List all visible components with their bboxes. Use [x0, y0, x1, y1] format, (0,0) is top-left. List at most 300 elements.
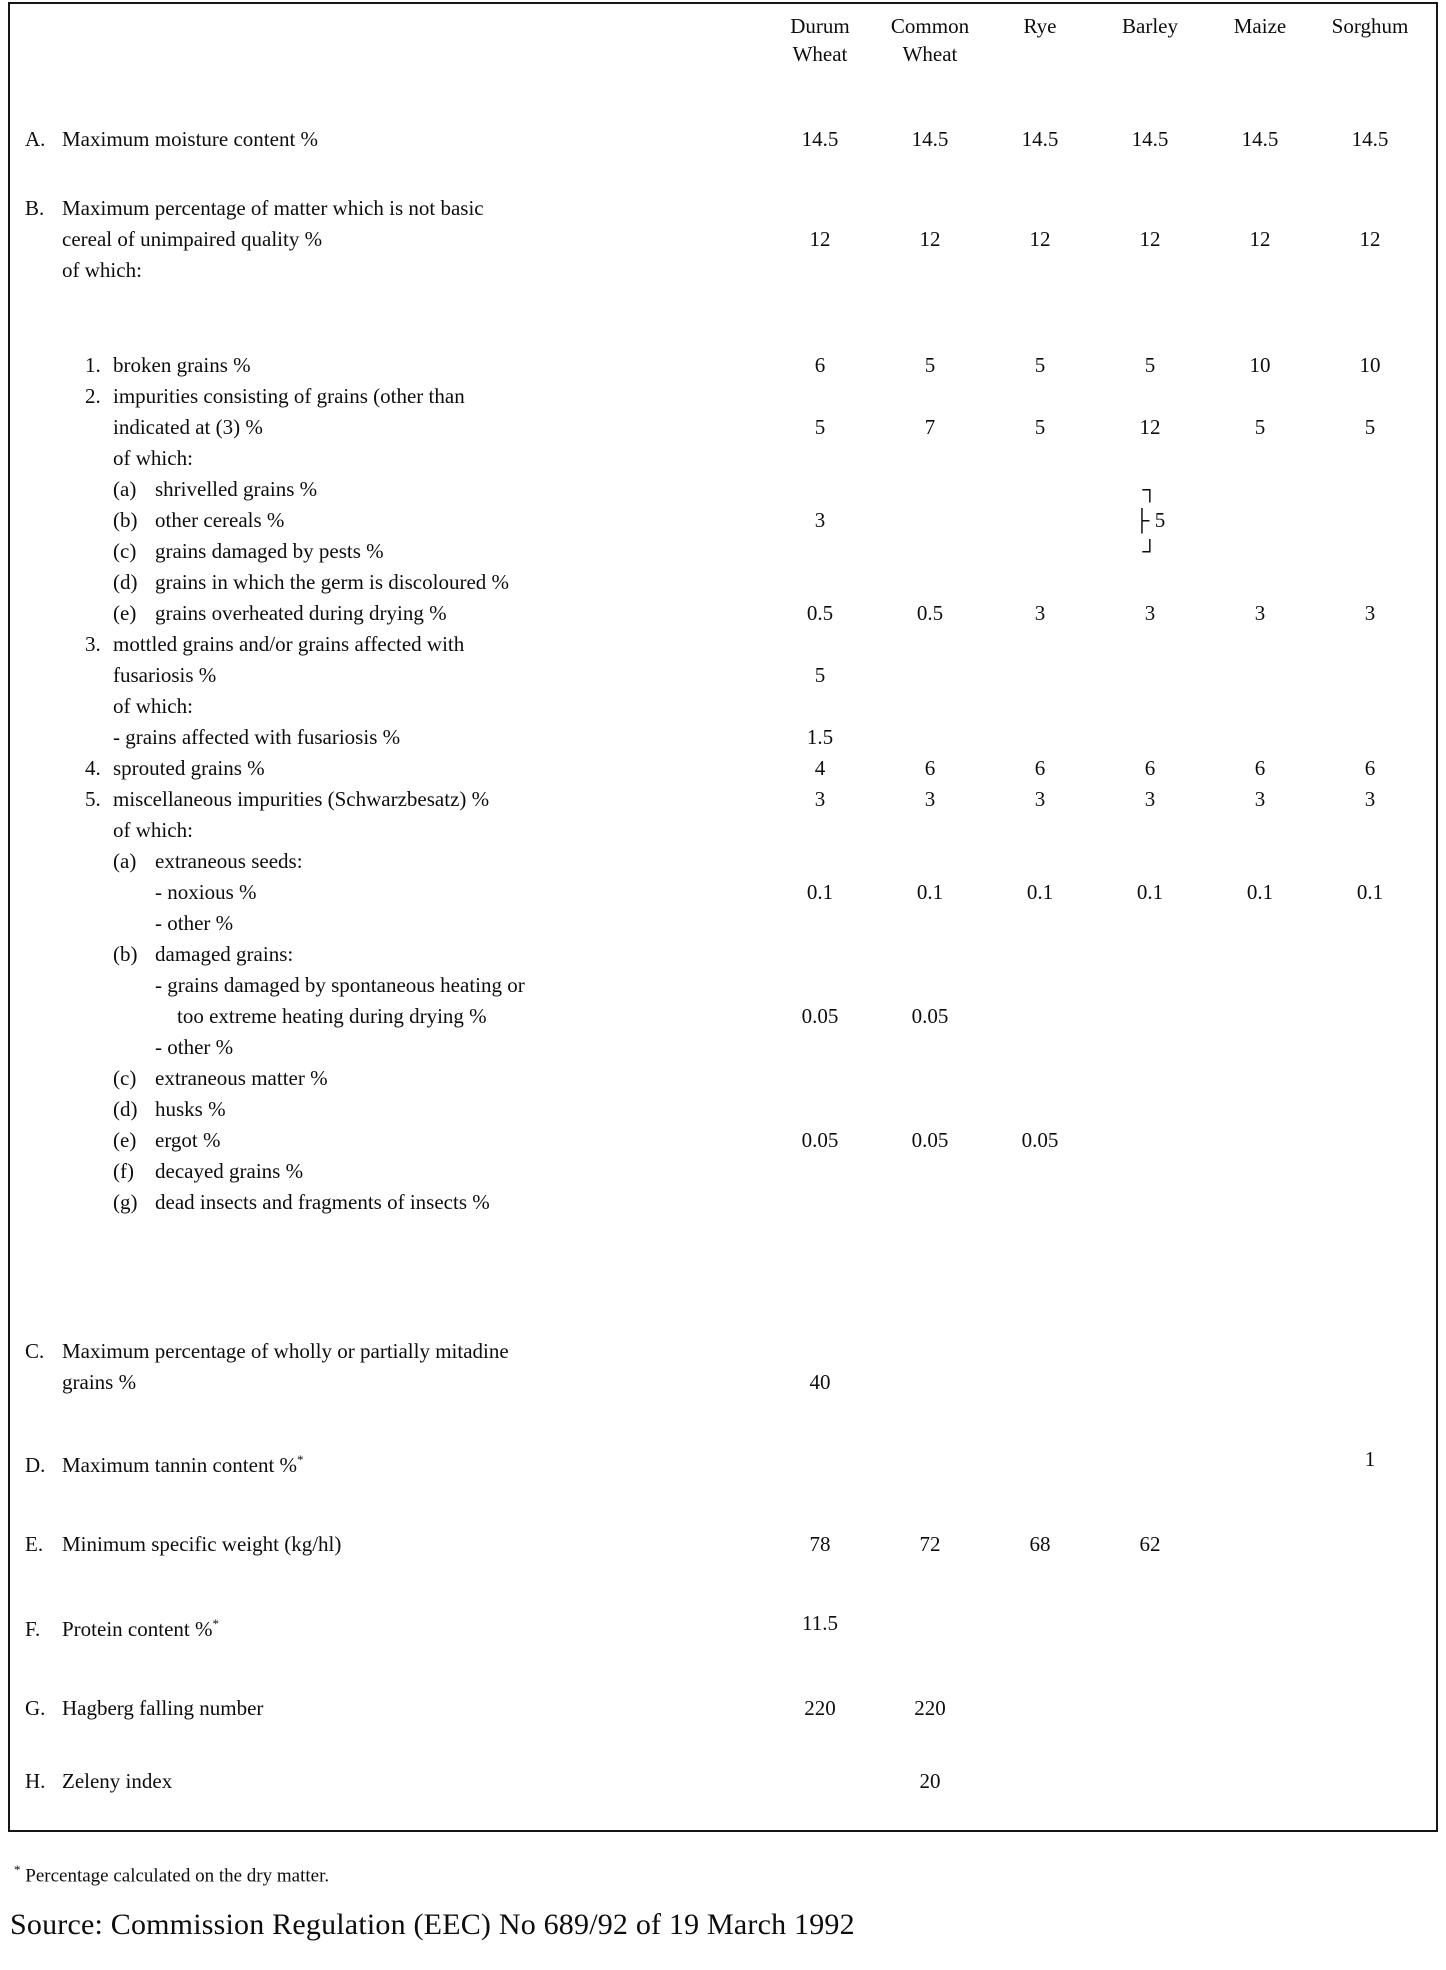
cell-value	[1205, 1693, 1315, 1724]
row-label-prefix: E.	[25, 1532, 44, 1556]
cell-value	[1205, 815, 1315, 846]
cell-value	[765, 1336, 875, 1367]
row-label-prefix: 3.	[85, 632, 101, 656]
table-row	[10, 1766, 1436, 1797]
cell-value	[875, 970, 985, 1001]
table-row	[10, 1094, 1436, 1125]
cell-value	[765, 1187, 875, 1218]
row-label	[10, 443, 765, 474]
cell-value: 1	[1364, 1447, 1376, 1471]
row-label-prefix: 1.	[85, 353, 101, 377]
cell-value	[985, 567, 1095, 598]
row-label-text: of which:	[113, 818, 193, 842]
cell-value	[875, 1367, 985, 1398]
cell-value	[1205, 1444, 1315, 1481]
cell-value	[765, 474, 875, 505]
cell-value	[1095, 1367, 1205, 1398]
cell-value: 6	[1144, 756, 1156, 780]
cell-value: 0.1	[1356, 880, 1384, 904]
cell-value	[1315, 1001, 1425, 1032]
cell-value	[1095, 255, 1205, 286]
cell-value	[985, 381, 1095, 412]
row-label-text: impurities consisting of grains (other than	[113, 384, 465, 408]
table-row	[10, 443, 1436, 474]
table-row	[10, 1444, 1436, 1481]
cell-value: 5	[1254, 415, 1266, 439]
row-label-text: Zeleny index	[62, 1769, 173, 1793]
cell-value: 0.05	[801, 1128, 839, 1152]
cell-value: 3	[924, 787, 936, 811]
cell-value	[985, 443, 1095, 474]
cell-value	[985, 629, 1095, 660]
cell-value	[985, 908, 1095, 939]
cell-value	[765, 970, 875, 1001]
cell-value	[1205, 1529, 1315, 1560]
cell-value	[765, 255, 875, 286]
row-label-prefix: C.	[25, 1339, 45, 1363]
row-label	[10, 691, 765, 722]
cell-value	[1095, 1001, 1205, 1032]
cell-value	[1205, 908, 1315, 939]
footnote	[14, 1862, 329, 1887]
cell-value: 6	[814, 353, 826, 377]
row-label	[10, 350, 765, 381]
column-header-common-wheat	[875, 12, 985, 68]
cell-value: 72	[919, 1532, 941, 1556]
table-row	[10, 412, 1436, 443]
cell-value	[875, 381, 985, 412]
cell-value: 5	[1034, 415, 1046, 439]
row-label	[10, 193, 765, 224]
cell-value: ┐	[1142, 477, 1158, 501]
cell-value	[1315, 629, 1425, 660]
cell-value	[875, 1063, 985, 1094]
cell-value	[1205, 1094, 1315, 1125]
row-label	[10, 908, 765, 939]
column-header-rye	[985, 12, 1095, 68]
table-row	[10, 939, 1436, 970]
row-label	[10, 124, 765, 155]
cell-value	[1205, 1336, 1315, 1367]
cell-value	[1095, 1187, 1205, 1218]
cell-value	[1315, 505, 1425, 536]
cell-value	[1095, 381, 1205, 412]
cell-value	[1095, 939, 1205, 970]
cell-value	[1315, 1094, 1425, 1125]
cell-value	[1315, 443, 1425, 474]
footnote-text: Percentage calculated on the dry matter.	[20, 1865, 330, 1887]
cell-value	[1205, 381, 1315, 412]
cell-value: 5	[814, 663, 826, 687]
table-row	[10, 1032, 1436, 1063]
cell-value	[1095, 1156, 1205, 1187]
cell-value	[875, 1336, 985, 1367]
table-row	[10, 691, 1436, 722]
row-label	[10, 1032, 765, 1063]
cell-value	[1315, 474, 1425, 505]
table-row	[10, 753, 1436, 784]
row-label	[10, 412, 765, 443]
row-label-text: of which:	[62, 258, 142, 282]
cell-value	[985, 1156, 1095, 1187]
table-row	[10, 193, 1436, 224]
cell-value	[1095, 691, 1205, 722]
footnote-reference-marker: *	[297, 1452, 304, 1467]
cell-value	[765, 1063, 875, 1094]
row-label-prefix: (f)	[113, 1159, 134, 1183]
cell-value	[765, 939, 875, 970]
column-header-line2: Wheat	[792, 42, 848, 66]
cell-value	[1315, 939, 1425, 970]
cell-value	[875, 474, 985, 505]
cell-value	[1095, 629, 1205, 660]
cell-value	[1095, 1608, 1205, 1645]
row-label	[10, 1156, 765, 1187]
table-row	[10, 877, 1436, 908]
table-row	[10, 846, 1436, 877]
table-row	[10, 908, 1436, 939]
row-label	[10, 1125, 765, 1156]
cell-value	[765, 1094, 875, 1125]
cell-value	[875, 1608, 985, 1645]
cell-value	[985, 970, 1095, 1001]
cell-value: 78	[809, 1532, 831, 1556]
row-label-prefix: 2.	[85, 384, 101, 408]
row-label	[10, 474, 765, 505]
cell-value	[765, 1766, 875, 1797]
cell-value: 0.1	[1246, 880, 1274, 904]
cell-value: 3	[1364, 601, 1376, 625]
cell-value	[1095, 1032, 1205, 1063]
table-row	[10, 350, 1436, 381]
cell-value	[875, 193, 985, 224]
row-label	[10, 877, 765, 908]
cell-value	[1095, 722, 1205, 753]
row-label-prefix: 4.	[85, 756, 101, 780]
cell-value	[1315, 691, 1425, 722]
table-row	[10, 1608, 1436, 1645]
cell-value: 0.05	[911, 1004, 949, 1028]
cell-value	[1095, 908, 1205, 939]
row-label-text: damaged grains:	[155, 942, 294, 966]
cell-value: 3	[1254, 601, 1266, 625]
table-row	[10, 1187, 1436, 1218]
row-label-text: - other %	[155, 911, 234, 935]
cell-value: 3	[1034, 787, 1046, 811]
cell-value: 12	[1139, 415, 1161, 439]
cell-value	[1205, 255, 1315, 286]
column-header-line1: Rye	[1023, 14, 1057, 38]
cell-value: 0.05	[1021, 1128, 1059, 1152]
cell-value	[1315, 1032, 1425, 1063]
row-label	[10, 970, 765, 1001]
source-line: Source: Commission Regulation (EEC) No 689/92 of 19 March 1992	[10, 1908, 855, 1941]
row-label-text: of which:	[113, 694, 193, 718]
cell-value	[765, 381, 875, 412]
row-label-text: Maximum moisture content %	[62, 127, 319, 151]
row-label	[10, 660, 765, 691]
cell-value: 6	[1034, 756, 1046, 780]
cell-value	[1095, 970, 1205, 1001]
cell-value	[1095, 443, 1205, 474]
row-label	[10, 1063, 765, 1094]
cell-value	[1205, 846, 1315, 877]
row-label	[10, 381, 765, 412]
cell-value: 10	[1249, 353, 1271, 377]
row-label-prefix: (a)	[113, 477, 137, 501]
row-label-text: Hagberg falling number	[62, 1696, 264, 1720]
cell-value	[1205, 193, 1315, 224]
cell-value: 11.5	[802, 1611, 838, 1635]
cell-value	[875, 660, 985, 691]
row-label	[10, 224, 765, 255]
cell-value	[1095, 1693, 1205, 1724]
cell-value	[1095, 567, 1205, 598]
cell-value	[985, 1094, 1095, 1125]
row-label-text: fusariosis %	[113, 663, 217, 687]
cell-value	[1205, 505, 1315, 536]
column-header-line1: Maize	[1233, 14, 1287, 38]
table-row	[10, 784, 1436, 815]
cell-value	[1315, 1187, 1425, 1218]
row-label-text: Protein content %	[62, 1617, 213, 1641]
cell-value	[1315, 255, 1425, 286]
row-label-prefix: G.	[25, 1696, 46, 1720]
cell-value: 5	[1364, 415, 1376, 439]
cell-value	[1315, 660, 1425, 691]
cell-value: 5	[814, 415, 826, 439]
column-header-line1: Sorghum	[1331, 14, 1409, 38]
table-row	[10, 474, 1436, 505]
cell-value	[985, 691, 1095, 722]
row-label-prefix: (c)	[113, 1066, 137, 1090]
cell-value	[1205, 536, 1315, 567]
row-label	[10, 815, 765, 846]
cell-value	[1095, 1063, 1205, 1094]
cell-value: 220	[914, 1696, 946, 1720]
cell-value	[765, 629, 875, 660]
cell-value	[1205, 1063, 1315, 1094]
cell-value: 6	[1364, 756, 1376, 780]
cell-value	[875, 908, 985, 939]
cell-value: 14.5	[801, 127, 839, 151]
cell-value	[875, 722, 985, 753]
column-header-line1: Durum	[790, 14, 850, 38]
cell-value	[1205, 1608, 1315, 1645]
cell-value: 0.1	[916, 880, 944, 904]
cell-value	[985, 1001, 1095, 1032]
row-label	[10, 629, 765, 660]
cell-value: 20	[919, 1769, 941, 1793]
row-label-prefix: (d)	[113, 1097, 138, 1121]
table-row	[10, 567, 1436, 598]
footnote-reference-marker: *	[212, 1616, 219, 1631]
cell-value: 7	[924, 415, 936, 439]
row-label	[10, 1336, 765, 1367]
cell-value: 14.5	[1131, 127, 1169, 151]
table-row	[10, 255, 1436, 286]
cell-value: 5	[1034, 353, 1046, 377]
cell-value	[765, 567, 875, 598]
row-label-text: - noxious %	[155, 880, 257, 904]
table-row	[10, 1125, 1436, 1156]
row-label-text: Maximum percentage of matter which is not basic	[62, 196, 484, 220]
cell-value: 40	[809, 1370, 831, 1394]
cell-value	[1205, 567, 1315, 598]
cell-value	[765, 815, 875, 846]
row-label	[10, 939, 765, 970]
cell-value	[765, 193, 875, 224]
cell-value: 12	[1029, 227, 1051, 251]
row-label	[10, 1367, 765, 1398]
row-label-prefix: (c)	[113, 539, 137, 563]
cell-value	[875, 1094, 985, 1125]
cell-value: 3	[1144, 601, 1156, 625]
row-label-text: - grains damaged by spontaneous heating or	[155, 973, 525, 997]
cell-value	[1095, 1766, 1205, 1797]
cell-value: 12	[809, 227, 831, 251]
cell-value	[875, 255, 985, 286]
cell-value	[1205, 474, 1315, 505]
row-label	[10, 1608, 765, 1645]
column-header-line1: Common	[890, 14, 970, 38]
cell-value	[875, 939, 985, 970]
cell-value	[985, 474, 1095, 505]
cell-value	[1315, 381, 1425, 412]
cell-value: 12	[1139, 227, 1161, 251]
cell-value	[1315, 815, 1425, 846]
cell-value	[765, 846, 875, 877]
row-label-text: of which:	[113, 446, 193, 470]
row-label-text: indicated at (3) %	[113, 415, 263, 439]
row-label	[10, 1444, 765, 1481]
cell-value	[765, 1156, 875, 1187]
cell-value	[1205, 1367, 1315, 1398]
row-label-text: sprouted grains %	[113, 756, 265, 780]
row-label-prefix: (b)	[113, 508, 138, 532]
cell-value	[985, 939, 1095, 970]
cell-value	[765, 1444, 875, 1481]
cell-value	[1205, 443, 1315, 474]
row-label-text: Maximum tannin content %	[62, 1453, 298, 1477]
cell-value	[875, 846, 985, 877]
row-label-text: shrivelled grains %	[155, 477, 318, 501]
cell-value	[985, 536, 1095, 567]
row-label-prefix: A.	[25, 127, 46, 151]
cell-value	[985, 846, 1095, 877]
row-label-text: Maximum percentage of wholly or partially mitadine	[62, 1339, 509, 1363]
row-label-prefix: (d)	[113, 570, 138, 594]
row-label-text: cereal of unimpaired quality %	[62, 227, 323, 251]
row-label	[10, 1001, 765, 1032]
cell-value	[1315, 846, 1425, 877]
cell-value: 10	[1359, 353, 1381, 377]
row-label-text: too extreme heating during drying %	[177, 1004, 487, 1028]
cell-value	[1205, 939, 1315, 970]
cell-value	[1315, 567, 1425, 598]
row-label-prefix: (e)	[113, 1128, 137, 1152]
cell-value	[985, 1693, 1095, 1724]
cell-value	[985, 722, 1095, 753]
cell-value: 0.1	[1136, 880, 1164, 904]
row-label-prefix: (e)	[113, 601, 137, 625]
row-label-prefix: (a)	[113, 849, 137, 873]
cell-value	[1205, 1766, 1315, 1797]
cell-value	[1315, 1766, 1425, 1797]
cell-value: ├ 5	[1134, 508, 1166, 532]
table-row	[10, 1336, 1436, 1367]
row-label-text: grains overheated during drying %	[155, 601, 447, 625]
cell-value: 3	[1254, 787, 1266, 811]
cell-value	[765, 908, 875, 939]
row-label	[10, 1529, 765, 1560]
cell-value	[1315, 1063, 1425, 1094]
header-spacer	[10, 12, 765, 68]
table-row	[10, 1156, 1436, 1187]
row-label	[10, 567, 765, 598]
cell-value: 3	[1364, 787, 1376, 811]
cell-value	[985, 1336, 1095, 1367]
table-rows	[10, 124, 1436, 1797]
row-label	[10, 598, 765, 629]
cell-value	[1205, 660, 1315, 691]
cell-value	[875, 629, 985, 660]
cell-value	[1095, 1336, 1205, 1367]
cell-value	[1205, 1001, 1315, 1032]
cell-value	[985, 660, 1095, 691]
table-row	[10, 660, 1436, 691]
cell-value: 0.05	[801, 1004, 839, 1028]
cell-value	[985, 1444, 1095, 1481]
cell-value	[875, 1187, 985, 1218]
cell-value	[875, 505, 985, 536]
row-label-text: decayed grains %	[155, 1159, 304, 1183]
cell-value	[1095, 1444, 1205, 1481]
cell-value	[985, 1032, 1095, 1063]
table-header-row	[10, 4, 1436, 68]
cell-value	[875, 567, 985, 598]
row-label	[10, 846, 765, 877]
cell-value	[1205, 1032, 1315, 1063]
cell-value: 0.05	[911, 1128, 949, 1152]
cell-value: 0.1	[806, 880, 834, 904]
cell-value	[875, 1032, 985, 1063]
row-label-text: dead insects and fragments of insects %	[155, 1190, 490, 1214]
table-row	[10, 1693, 1436, 1724]
row-label-text: extraneous matter %	[155, 1066, 328, 1090]
cell-value	[1095, 815, 1205, 846]
cell-value	[1315, 1693, 1425, 1724]
cell-value	[985, 1063, 1095, 1094]
cell-value: 3	[1034, 601, 1046, 625]
cell-value: 0.5	[916, 601, 944, 625]
cell-value	[985, 1367, 1095, 1398]
cell-value: 0.1	[1026, 880, 1054, 904]
cell-value: ┘	[1142, 539, 1158, 563]
cell-value	[985, 815, 1095, 846]
row-label-text: extraneous seeds:	[155, 849, 303, 873]
row-label	[10, 1766, 765, 1797]
row-label-prefix: 5.	[85, 787, 101, 811]
row-label-text: husks %	[155, 1097, 226, 1121]
row-label-text: - grains affected with fusariosis %	[113, 725, 401, 749]
cell-value	[875, 1156, 985, 1187]
cell-value: 5	[1144, 353, 1156, 377]
row-label-text: other cereals %	[155, 508, 285, 532]
cell-value: 3	[814, 787, 826, 811]
cell-value	[1205, 1125, 1315, 1156]
cell-value	[1205, 970, 1315, 1001]
